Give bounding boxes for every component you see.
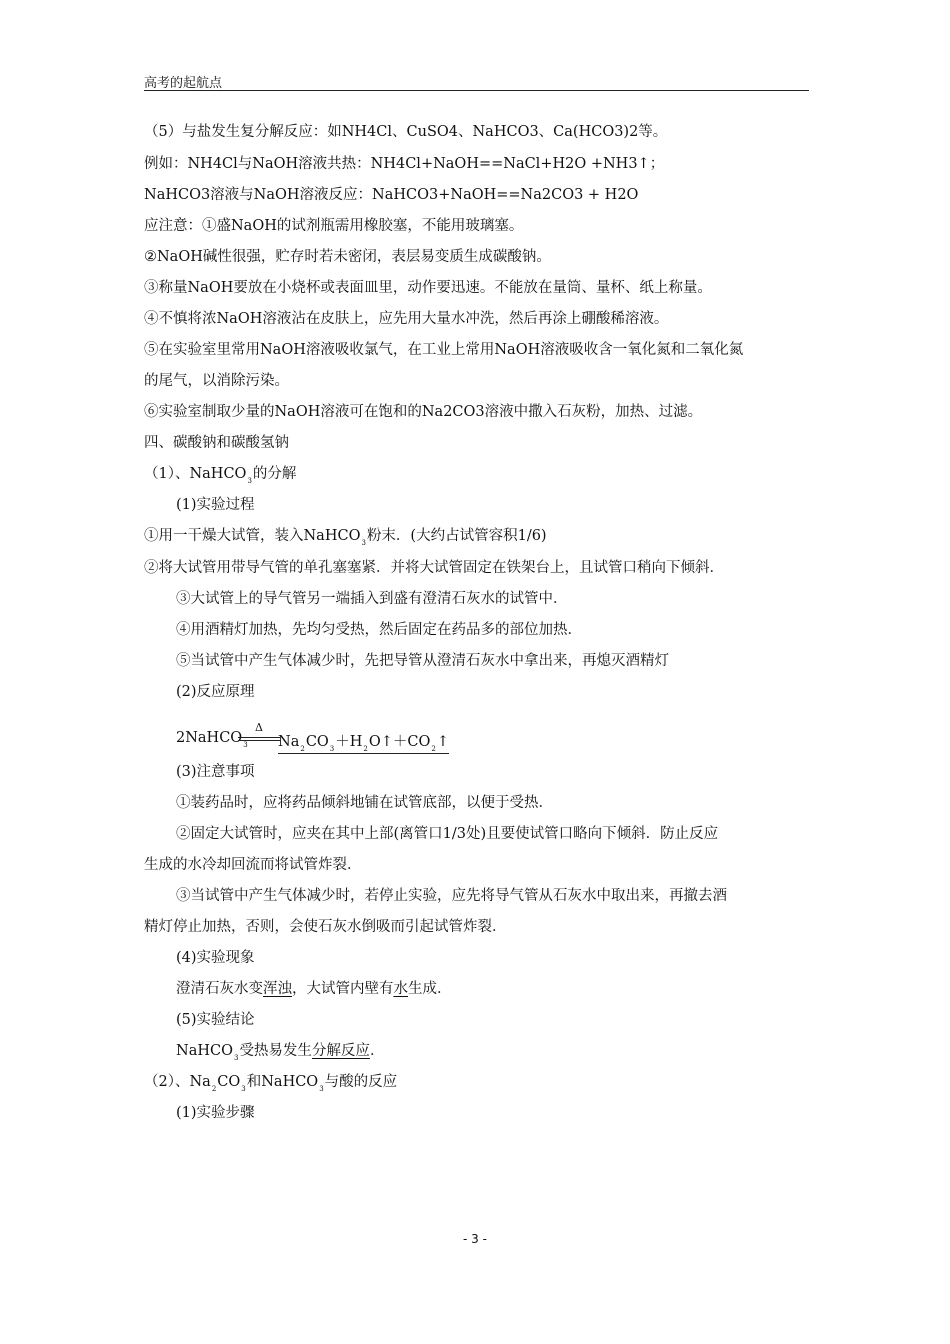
section-heading: 四、碳酸钠和碳酸氢钠 bbox=[144, 435, 289, 451]
text-line: NaHCO3溶液与NaOH溶液反应：NaHCO3+NaOH==Na2CO3 + H2O bbox=[144, 187, 639, 203]
subsection-heading: （2）、$Na_2CO_3$和NaHCO$_3$与酸的反应 bbox=[144, 1074, 398, 1093]
subsection-heading: （1）、NaHCO$_3$的分解 bbox=[144, 466, 297, 485]
page-number: - 3 - bbox=[463, 1232, 487, 1246]
item-heading: (4)实验现象 bbox=[176, 950, 255, 966]
header-title: 高考的起航点 bbox=[144, 76, 223, 91]
text-line: （5）与盐发生复分解反应：如NH4Cl、CuSO4、NaHCO3、Ca(HCO3)2等。 bbox=[144, 124, 668, 140]
item-heading: (3)注意事项 bbox=[176, 764, 255, 780]
text-line: 澄清石灰水变浑浊，大试管内壁有水生成． bbox=[176, 981, 452, 997]
equation-reactant: 2NaHCO$_3$ bbox=[176, 730, 248, 749]
text-line: ②NaOH碱性很强，贮存时若未密闭，表层易变质生成碳酸钠。 bbox=[144, 249, 551, 265]
text-line: 生成的水冷却回流而将试管炸裂． bbox=[144, 857, 362, 873]
page-header bbox=[144, 70, 809, 91]
text-line: ⑥实验室制取少量的NaOH溶液可在饱和的Na2CO3溶液中撒入石灰粉，加热、过滤。 bbox=[144, 404, 703, 420]
text-line: ①用一干燥大试管，装入NaHCO$_3$粉末．(大约占试管容积1/6) bbox=[144, 528, 547, 547]
text-line: ⑤当试管中产生气体减少时，先把导管从澄清石灰水中拿出来，再熄灭酒精灯 bbox=[176, 653, 669, 669]
item-heading: (1)实验过程 bbox=[176, 497, 255, 513]
text-line: ②将大试管用带导气管的单孔塞塞紧．并将大试管固定在铁架台上，且试管口稍向下倾斜． bbox=[144, 560, 724, 576]
text-line: 应注意：①盛NaOH的试剂瓶需用橡胶塞，不能用玻璃塞。 bbox=[144, 218, 524, 234]
text-line: 精灯停止加热，否则，会使石灰水倒吸而引起试管炸裂． bbox=[144, 919, 507, 935]
text-line: 例如：NH4Cl与NaOH溶液共热：NH4Cl+NaOH==NaCl+H2O +NH3↑； bbox=[144, 156, 665, 172]
equation-products: $Na_2CO_3+H_2O↑+CO_2↑$ bbox=[278, 730, 449, 754]
heat-condition bbox=[238, 722, 280, 741]
item-heading: (5)实验结论 bbox=[176, 1012, 255, 1028]
item-heading: (2)反应原理 bbox=[176, 684, 255, 700]
equals-sign bbox=[238, 737, 280, 741]
text-line: ②固定大试管时，应夹在其中上部(离管口1/3处)且要使试管口略向下倾斜．防止反应 bbox=[176, 826, 719, 842]
text-line: ④用酒精灯加热，先均匀受热，然后固定在药品多的部位加热． bbox=[176, 622, 582, 638]
text-line: ③大试管上的导气管另一端插入到盛有澄清石灰水的试管中． bbox=[176, 591, 568, 607]
text-line: ⑤在实验室里常用NaOH溶液吸收氯气，在工业上常用NaOH溶液吸收含一氧化氮和二氧化氮 bbox=[144, 342, 744, 358]
text-line: 的尾气，以消除污染。 bbox=[144, 373, 289, 389]
reaction-equation bbox=[176, 722, 596, 752]
text-line: ③称量NaOH要放在小烧杯或表面皿里，动作要迅速。不能放在量筒、量杯、纸上称量。 bbox=[144, 280, 712, 296]
text-line: ④不慎将浓NaOH溶液沾在皮肤上，应先用大量水冲洗，然后再涂上硼酸稀溶液。 bbox=[144, 311, 669, 327]
text-line: ①装药品时，应将药品倾斜地铺在试管底部，以便于受热． bbox=[176, 795, 553, 811]
delta-symbol: Δ bbox=[255, 721, 263, 734]
text-line: NaHCO$_3$受热易发生分解反应． bbox=[176, 1043, 385, 1062]
item-heading: (1)实验步骤 bbox=[176, 1105, 255, 1121]
text-line: ③当试管中产生气体减少时，若停止实验，应先将导气管从石灰水中取出来，再撤去酒 bbox=[176, 888, 727, 904]
